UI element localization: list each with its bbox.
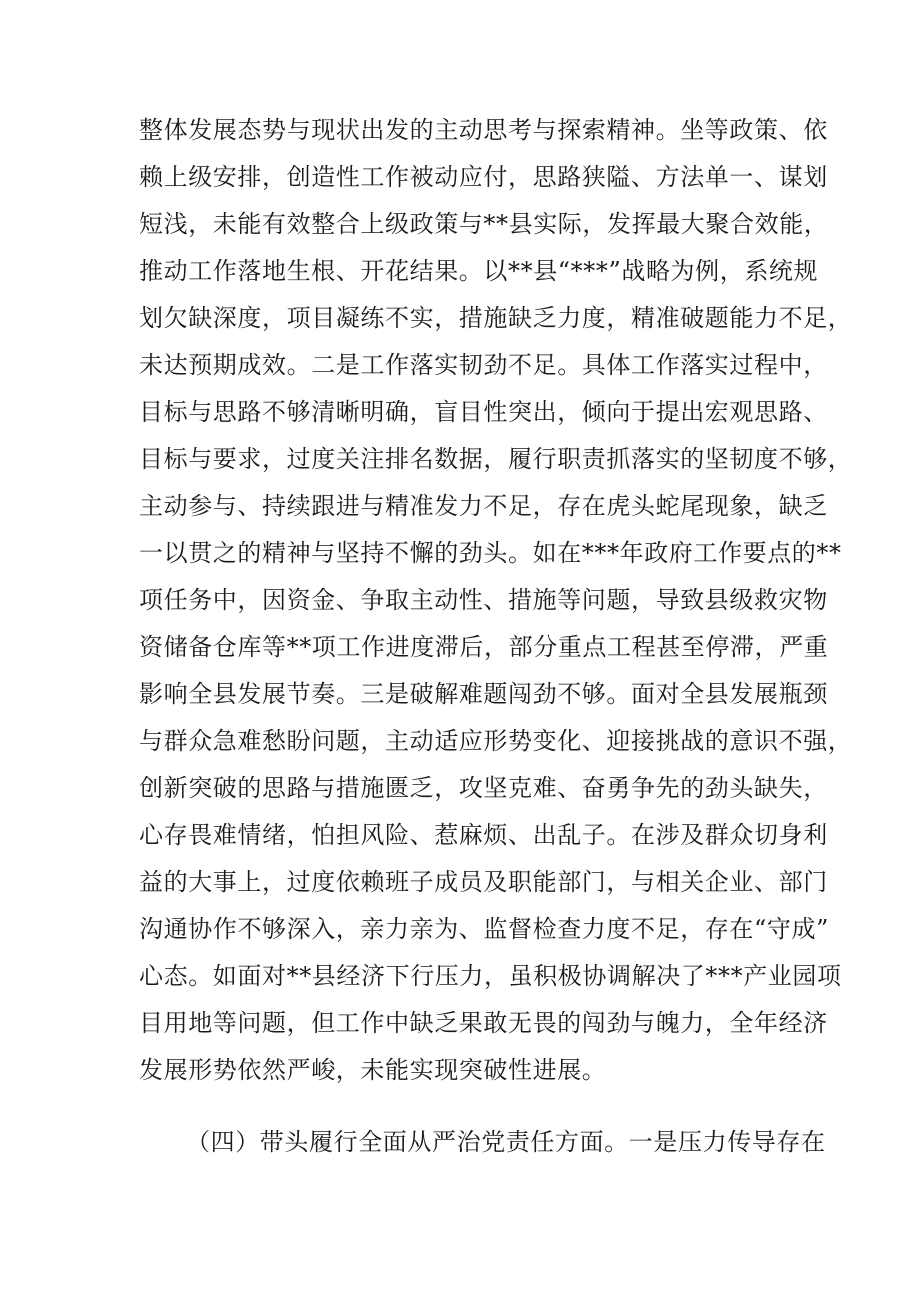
paragraph-line: 心态。如面对**县经济下行压力，虽积极协调解决了***产业园项 — [139, 962, 842, 990]
paragraph-line: 一以贯之的精神与坚持不懈的劲头。如在***年政府工作要点的** — [139, 539, 842, 567]
paragraph-line: 赖上级安排，创造性工作被动应付，思路狭隘、方法单一、谋划 — [139, 163, 828, 191]
paragraph-line: 影响全县发展节奏。三是破解难题闯劲不够。面对全县发展瓶颈 — [139, 680, 828, 708]
paragraph-line: 划欠缺深度，项目凝练不实，措施缺乏力度，精准破题能力不足， — [139, 304, 853, 332]
paragraph-line: 沟通协作不够深入，亲力亲为、监督检查力度不足，存在“守成” — [139, 915, 829, 943]
paragraph-line: 目标与要求，过度关注排名数据，履行职责抓落实的坚韧度不够， — [139, 445, 853, 473]
paragraph-line: 目标与思路不够清晰明确，盲目性突出，倾向于提出宏观思路、 — [139, 398, 828, 426]
paragraph-line: 目用地等问题，但工作中缺乏果敢无畏的闯劲与魄力，全年经济 — [139, 1009, 828, 1037]
paragraph-line: 项任务中，因资金、争取主动性、措施等问题，导致县级救灾物 — [139, 586, 828, 614]
paragraph-line: 整体发展态势与现状出发的主动思考与探索精神。坐等政策、依 — [139, 116, 828, 144]
paragraph-line: 主动参与、持续跟进与精准发力不足，存在虎头蛇尾现象，缺乏 — [139, 492, 828, 520]
paragraph-line: 心存畏难情绪，怕担风险、惹麻烦、出乱子。在涉及群众切身利 — [139, 821, 828, 849]
paragraph-line: 发展形势依然严峻，未能实现突破性进展。 — [139, 1056, 607, 1084]
paragraph-line: 益的大事上，过度依赖班子成员及职能部门，与相关企业、部门 — [139, 868, 828, 896]
section-heading: （四）带头履行全面从严治党责任方面。一是压力传导存在 — [186, 1128, 826, 1156]
paragraph-line: 短浅，未能有效整合上级政策与**县实际，发挥最大聚合效能， — [139, 210, 829, 238]
paragraph-line: 创新突破的思路与措施匮乏，攻坚克难、奋勇争先的劲头缺失， — [139, 774, 828, 802]
paragraph-line: 未达预期成效。二是工作落实韧劲不足。具体工作落实过程中， — [139, 351, 828, 379]
paragraph-line: 资储备仓库等**项工作进度滞后，部分重点工程甚至停滞，严重 — [139, 633, 829, 661]
paragraph-line: 与群众急难愁盼问题，主动适应形势变化、迎接挑战的意识不强， — [139, 727, 853, 755]
paragraph-line: 推动工作落地生根、开花结果。以**县“***”战略为例，系统规 — [139, 257, 819, 285]
